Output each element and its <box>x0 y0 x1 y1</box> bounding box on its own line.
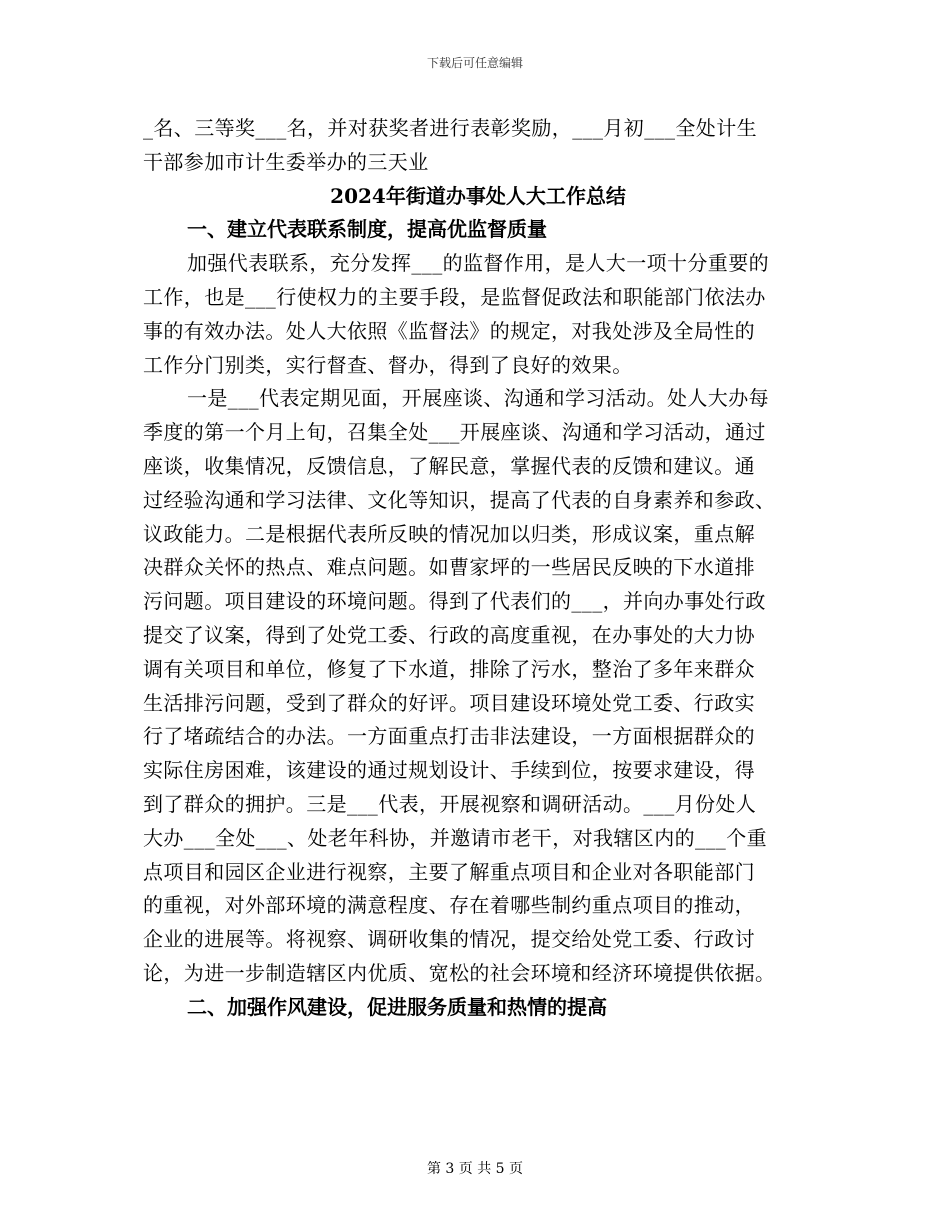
paragraph-line: 企业的进展等。将视察、调研收集的情况，提交给处党工委、行政讨 <box>143 927 755 952</box>
paragraph-line: 生活排污问题，受到了群众的好评。项目建设环境处党工委、行政实 <box>143 690 755 715</box>
paragraph-line: 加强代表联系，充分发挥___的监督作用，是人大一项十分重要的 <box>187 251 769 276</box>
paragraph-line: 行了堵疏结合的办法。一方面重点打击非法建设，一方面根据群众的 <box>143 724 755 749</box>
document-title: 2024年街道办事处人大工作总结 <box>330 183 626 208</box>
paragraph-line: 提交了议案，得到了处党工委、行政的高度重视，在办事处的大力协 <box>143 622 755 647</box>
section-heading-1: 一、建立代表联系制度，提高优监督质量 <box>187 217 547 242</box>
paragraph-line: 的重视，对外部环境的满意程度、存在着哪些制约重点项目的推动， <box>143 893 755 918</box>
paragraph-line: 工作，也是___行使权力的主要手段，是监督促政法和职能部门依法办 <box>143 284 766 309</box>
paragraph-line: 污问题。项目建设的环境问题。得到了代表们的___，并向办事处行政 <box>143 589 766 614</box>
paragraph-line: 调有关项目和单位，修复了下水道，排除了污水，整治了多年来群众 <box>143 656 755 681</box>
paragraph-line: 决群众关怀的热点、难点问题。如曹家坪的一些居民反映的下水道排 <box>143 555 755 580</box>
paragraph-line: 大办___全处___、处老年科协，并邀请市老干，对我辖区内的___个重 <box>143 825 767 850</box>
paragraph-line: 点项目和园区企业进行视察，主要了解重点项目和企业对各职能部门 <box>143 859 755 884</box>
paragraph-line: 过经验沟通和学习法律、文化等知识，提高了代表的自身素养和参政、 <box>143 487 776 512</box>
intro-line: _名、三等奖___名，并对获奖者进行表彰奖励，___月初___全处计生 <box>143 116 757 140</box>
page-number: 第 3 页 共 5 页 <box>426 1161 524 1177</box>
paragraph-line: 一是___代表定期见面，开展座谈、沟通和学习活动。处人大办每 <box>187 386 769 411</box>
document-body <box>143 112 813 1025</box>
paragraph-line: 事的有效办法。处人大依照《监督法》的规定，对我处涉及全局性的 <box>143 318 755 343</box>
section-heading-2: 二、加强作风建设，促进服务质量和热情的提高 <box>187 994 607 1019</box>
paragraph-line: 季度的第一个月上旬，召集全处___开展座谈、沟通和学习活动，通过 <box>143 420 766 445</box>
intro-line: 干部参加市计生委举办的三天业 <box>143 149 429 174</box>
paragraph-line: 座谈，收集情况，反馈信息，了解民意，掌握代表的反馈和建议。通 <box>143 453 755 478</box>
paragraph-line: 议政能力。二是根据代表所反映的情况加以归类，形成议案，重点解 <box>143 521 755 546</box>
paragraph-line: 到了群众的拥护。三是___代表，开展视察和调研活动。___月份处人 <box>143 791 757 816</box>
paragraph-line: 论，为进一步制造辖区内优质、宽松的社会环境和经济环境提供依据。 <box>143 960 776 985</box>
page-header-note: 下载后可任意编辑 <box>426 56 523 70</box>
paragraph-line: 实际住房困难，该建设的通过规划设计、手续到位，按要求建设，得 <box>143 758 755 783</box>
paragraph-line: 工作分门别类，实行督查、督办，得到了良好的效果。 <box>143 352 633 377</box>
